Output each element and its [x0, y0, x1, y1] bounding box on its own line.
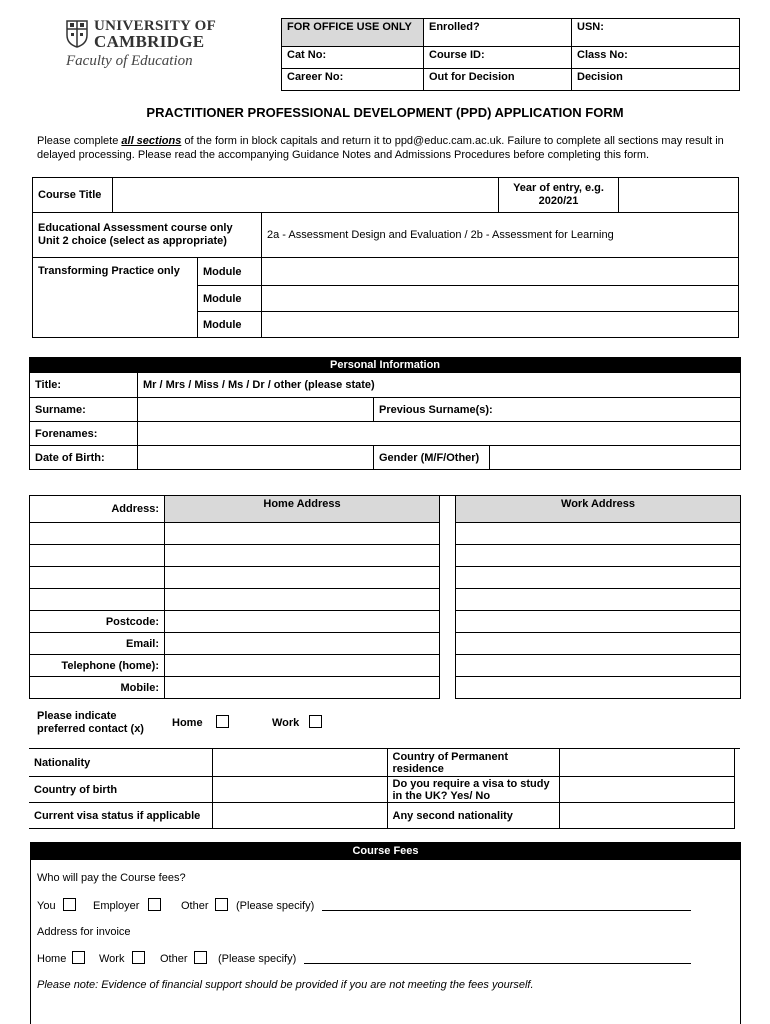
work-address-line-4[interactable]	[456, 589, 741, 611]
fees-you-checkbox[interactable]	[63, 898, 76, 911]
address-gap	[440, 523, 456, 545]
module-label-3: Module	[198, 312, 262, 338]
address-gap	[440, 496, 456, 523]
fees-specify-label: (Please specify)	[236, 900, 315, 912]
home-address-header: Home Address	[165, 496, 440, 523]
home-address-line-1[interactable]	[165, 523, 440, 545]
contact-work-label: Work	[272, 717, 300, 729]
course-id-field[interactable]: Course ID:	[424, 47, 572, 69]
gender-label: Gender (M/F/Other)	[374, 446, 490, 470]
work-email-field[interactable]	[456, 633, 741, 655]
visa-question-field[interactable]	[559, 777, 734, 803]
contact-work-checkbox[interactable]	[309, 715, 322, 728]
second-nationality-label: Any second nationality	[387, 803, 559, 829]
out-for-decision-field[interactable]: Out for Decision	[424, 69, 572, 91]
dob-field[interactable]	[138, 446, 374, 470]
address-gap	[440, 567, 456, 589]
address-gap	[440, 589, 456, 611]
address-label: Address:	[30, 496, 165, 523]
course-title-field[interactable]	[113, 178, 499, 213]
logo-line1: UNIVERSITY OF	[94, 18, 217, 34]
address-row-label	[30, 545, 165, 567]
country-birth-label: Country of birth	[29, 777, 212, 803]
home-postcode-field[interactable]	[165, 611, 440, 633]
title-options[interactable]: Mr / Mrs / Miss / Ms / Dr / other (please state)	[138, 373, 741, 398]
ea-unit2-label: Educational Assessment course only Unit 2 choice (select as appropriate)	[33, 213, 262, 258]
surname-label: Surname:	[30, 398, 138, 422]
preferred-contact-label: Please indicate preferred contact (x)	[37, 710, 144, 735]
address-gap	[440, 633, 456, 655]
nationality-edge	[734, 803, 740, 829]
fees-note: Please note: Evidence of financial support should be provided if you are not meeting the fees yourself.	[37, 979, 534, 991]
intro-pre: Please complete	[37, 135, 122, 147]
address-gap	[440, 611, 456, 633]
nationality-edge	[734, 749, 740, 777]
visa-status-label: Current visa status if applicable	[29, 803, 212, 829]
previous-surname-label[interactable]: Previous Surname(s):	[374, 398, 741, 422]
home-address-line-2[interactable]	[165, 545, 440, 567]
nationality-edge	[734, 777, 740, 803]
home-mobile-field[interactable]	[165, 677, 440, 699]
invoice-specify-line[interactable]	[304, 953, 691, 964]
invoice-other-label: Other	[160, 953, 188, 965]
email-label: Email:	[30, 633, 165, 655]
contact-home-checkbox[interactable]	[216, 715, 229, 728]
nationality-table	[29, 748, 740, 829]
visa-question-label: Do you require a visa to study in the UK? Yes/ No	[387, 777, 559, 803]
invoice-work-label: Work	[99, 953, 125, 965]
enrolled-field[interactable]: Enrolled?	[424, 19, 572, 47]
intro-post: of the form in block capitals and return it to ppd@educ.cam.ac.uk. Failure to complete all sections may result in delayed processing. Please read the accompanying Guidance Notes and Admissions Procedures before completing this form.	[37, 135, 724, 161]
address-table	[29, 495, 741, 699]
forenames-label: Forenames:	[30, 422, 138, 446]
class-no-field[interactable]: Class No:	[572, 47, 740, 69]
year-of-entry-label: Year of entry, e.g. 2020/21	[499, 178, 619, 213]
logo-line3: Faculty of Education	[66, 53, 193, 69]
course-table	[32, 177, 739, 338]
address-gap	[440, 655, 456, 677]
office-use-table	[281, 18, 740, 91]
fees-other-label: Other	[181, 900, 209, 912]
personal-info-table	[29, 357, 741, 470]
work-telephone-field[interactable]	[456, 655, 741, 677]
work-address-line-2[interactable]	[456, 545, 741, 567]
fees-who-label: Who will pay the Course fees?	[37, 872, 186, 884]
second-nationality-field[interactable]	[559, 803, 734, 829]
course-fees-box	[30, 842, 741, 1024]
mobile-label: Mobile:	[30, 677, 165, 699]
fees-employer-label: Employer	[93, 900, 140, 912]
address-gap	[440, 677, 456, 699]
cat-no-field[interactable]: Cat No:	[282, 47, 424, 69]
crest-icon	[66, 20, 88, 48]
fees-employer-checkbox[interactable]	[148, 898, 161, 911]
work-address-header: Work Address	[456, 496, 741, 523]
address-gap	[440, 545, 456, 567]
home-address-line-4[interactable]	[165, 589, 440, 611]
career-no-field[interactable]: Career No:	[282, 69, 424, 91]
course-title-label: Course Title	[33, 178, 113, 213]
telephone-label: Telephone (home):	[30, 655, 165, 677]
contact-home-label: Home	[172, 717, 203, 729]
country-perm-label: Country of Permanent residence	[387, 749, 559, 777]
logo-line2: CAMBRIDGE	[94, 32, 205, 51]
home-address-line-3[interactable]	[165, 567, 440, 589]
forenames-field[interactable]	[138, 422, 741, 446]
tp-label: Transforming Practice only	[33, 258, 198, 338]
invoice-specify-label: (Please specify)	[218, 953, 297, 965]
module-field-3[interactable]	[262, 312, 739, 338]
module-field-1[interactable]	[262, 258, 739, 286]
usn-field[interactable]: USN:	[572, 19, 740, 47]
work-postcode-field[interactable]	[456, 611, 741, 633]
postcode-label: Postcode:	[30, 611, 165, 633]
nationality-field[interactable]	[212, 749, 387, 777]
work-address-line-1[interactable]	[456, 523, 741, 545]
country-perm-field[interactable]	[559, 749, 734, 777]
visa-status-field[interactable]	[212, 803, 387, 829]
country-birth-field[interactable]	[212, 777, 387, 803]
year-of-entry-field[interactable]	[619, 178, 739, 213]
gender-field[interactable]	[490, 446, 741, 470]
work-address-line-3[interactable]	[456, 567, 741, 589]
fees-specify-line[interactable]	[322, 900, 691, 911]
cambridge-logo	[66, 18, 266, 73]
module-field-2[interactable]	[262, 286, 739, 312]
office-use-label: FOR OFFICE USE ONLY	[282, 19, 424, 47]
fees-you-label: You	[37, 900, 56, 912]
module-label-1: Module	[198, 258, 262, 286]
home-email-field[interactable]	[165, 633, 440, 655]
invoice-label: Address for invoice	[37, 926, 131, 938]
course-fees-header: Course Fees	[31, 843, 740, 860]
invoice-home-checkbox[interactable]	[72, 951, 85, 964]
invoice-home-label: Home	[37, 953, 67, 965]
fees-other-checkbox[interactable]	[215, 898, 228, 911]
nationality-label: Nationality	[29, 749, 212, 777]
address-row-label	[30, 567, 165, 589]
title-label: Title:	[30, 373, 138, 398]
intro-emphasis: all sections	[121, 135, 182, 147]
address-row-label	[30, 523, 165, 545]
invoice-work-checkbox[interactable]	[132, 951, 145, 964]
surname-field[interactable]	[138, 398, 374, 422]
invoice-other-checkbox[interactable]	[194, 951, 207, 964]
home-telephone-field[interactable]	[165, 655, 440, 677]
decision-field[interactable]: Decision	[572, 69, 740, 91]
personal-info-header: Personal Information	[30, 358, 741, 373]
intro-text	[37, 134, 737, 162]
module-label-2: Module	[198, 286, 262, 312]
ea-unit2-field[interactable]: 2a - Assessment Design and Evaluation / 2b - Assessment for Learning	[262, 213, 739, 258]
work-mobile-field[interactable]	[456, 677, 741, 699]
address-row-label	[30, 589, 165, 611]
form-title: PRACTITIONER PROFESSIONAL DEVELOPMENT (PPD) APPLICATION FORM	[146, 105, 624, 120]
dob-label: Date of Birth:	[30, 446, 138, 470]
